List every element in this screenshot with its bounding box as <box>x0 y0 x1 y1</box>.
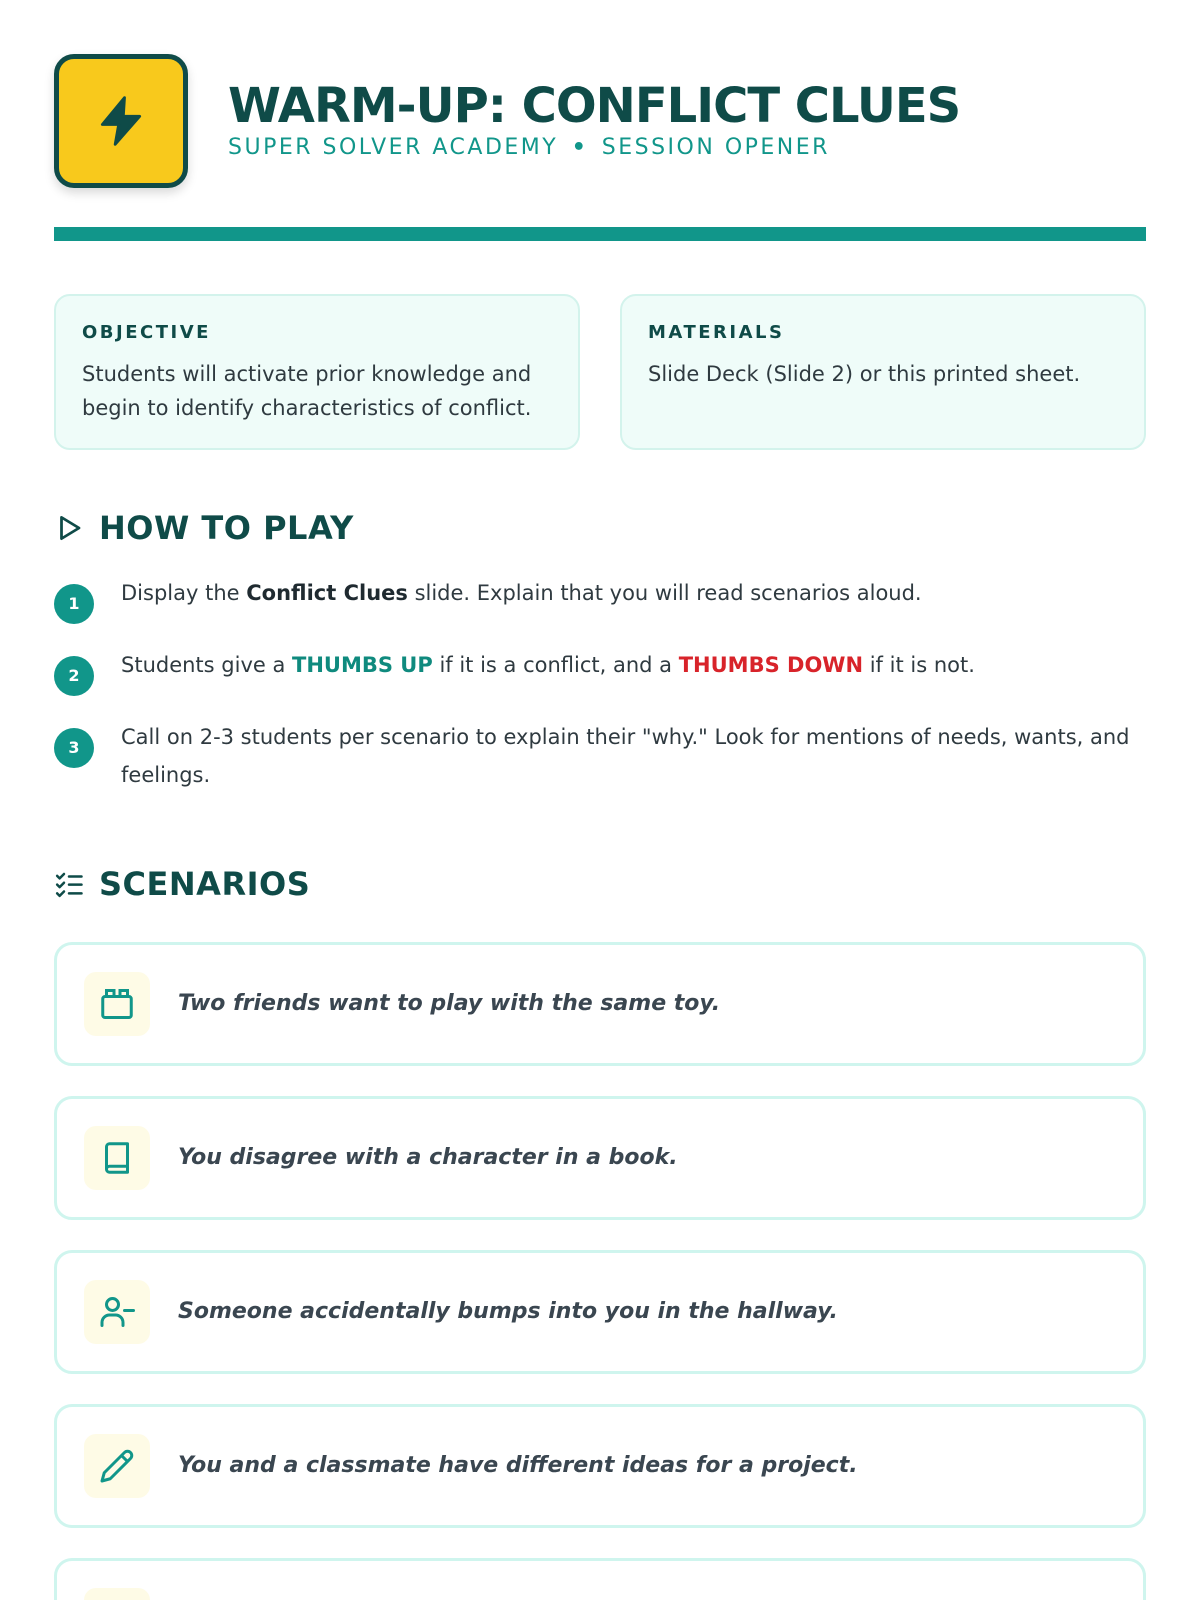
step-number: 2 <box>54 656 94 696</box>
materials-text: Slide Deck (Slide 2) or this printed sheet. <box>648 362 1081 386</box>
pencil-icon <box>99 1448 135 1484</box>
lightning-bolt-icon <box>93 93 149 149</box>
steps-list <box>54 574 1146 828</box>
subtitle-academy: SUPER SOLVER ACADEMY <box>228 135 559 160</box>
step-text: if it is a conflict, and a <box>432 653 679 677</box>
step-number: 1 <box>54 584 94 624</box>
scenario-icon-box <box>84 1588 150 1600</box>
step-number: 3 <box>54 728 94 768</box>
book-icon <box>99 1140 135 1176</box>
page-subtitle <box>228 135 830 160</box>
step-text: if it is not. <box>863 653 975 677</box>
materials-label: MATERIALS <box>648 322 785 343</box>
step-text: Call on 2-3 students per scenario to explain their "why." Look for mentions of needs, wants, and feelings. <box>121 725 1130 787</box>
objective-card <box>54 294 580 450</box>
step-item <box>54 574 1146 612</box>
scenario-icon-box <box>84 972 150 1036</box>
checklist-icon <box>54 869 84 899</box>
subtitle-session: SESSION OPENER <box>601 135 830 160</box>
scenario-icon-box <box>84 1434 150 1498</box>
header-divider <box>54 227 1146 241</box>
toy-blocks-icon <box>99 986 135 1022</box>
subtitle-separator: • <box>571 135 589 160</box>
scenario-icon-box <box>84 1280 150 1344</box>
step-text: Students give a <box>121 653 293 677</box>
scenario-card <box>54 1558 1146 1600</box>
scenarios-title: SCENARIOS <box>99 865 311 903</box>
scenarios-list <box>54 942 1146 1600</box>
step-text: Display the <box>121 581 247 605</box>
step-text: slide. Explain that you will read scenarios aloud. <box>407 581 922 605</box>
header <box>54 54 1146 188</box>
play-icon <box>54 513 84 543</box>
scenario-card <box>54 1096 1146 1220</box>
logo-tile <box>54 54 188 188</box>
scenario-card <box>54 1250 1146 1374</box>
thumbs-down-label: THUMBS DOWN <box>678 653 864 677</box>
scenario-text: Two friends want to play with the same toy. <box>178 991 721 1016</box>
user-minus-icon <box>99 1294 135 1330</box>
step-bold-text: Conflict Clues <box>246 581 408 605</box>
step-item <box>54 646 1146 684</box>
step-item <box>54 718 1146 794</box>
thumbs-up-label: THUMBS UP <box>292 653 433 677</box>
objective-text: Students will activate prior knowledge and begin to identify characteristics of conflict. <box>82 362 532 420</box>
scenario-icon-box <box>84 1126 150 1190</box>
scenario-text: Someone accidentally bumps into you in the hallway. <box>178 1299 838 1324</box>
how-to-play-title: HOW TO PLAY <box>99 509 354 547</box>
lesson-page <box>54 0 1146 1600</box>
scenario-card <box>54 1404 1146 1528</box>
page-title: WARM-UP: CONFLICT CLUES <box>228 78 961 134</box>
scenarios-heading <box>54 864 310 904</box>
how-to-play-heading <box>54 508 354 548</box>
materials-card <box>620 294 1146 450</box>
scenario-text: You disagree with a character in a book. <box>178 1145 678 1170</box>
objective-label: OBJECTIVE <box>82 322 211 343</box>
scenario-card <box>54 942 1146 1066</box>
scenario-text: You and a classmate have different ideas for a project. <box>178 1453 858 1478</box>
